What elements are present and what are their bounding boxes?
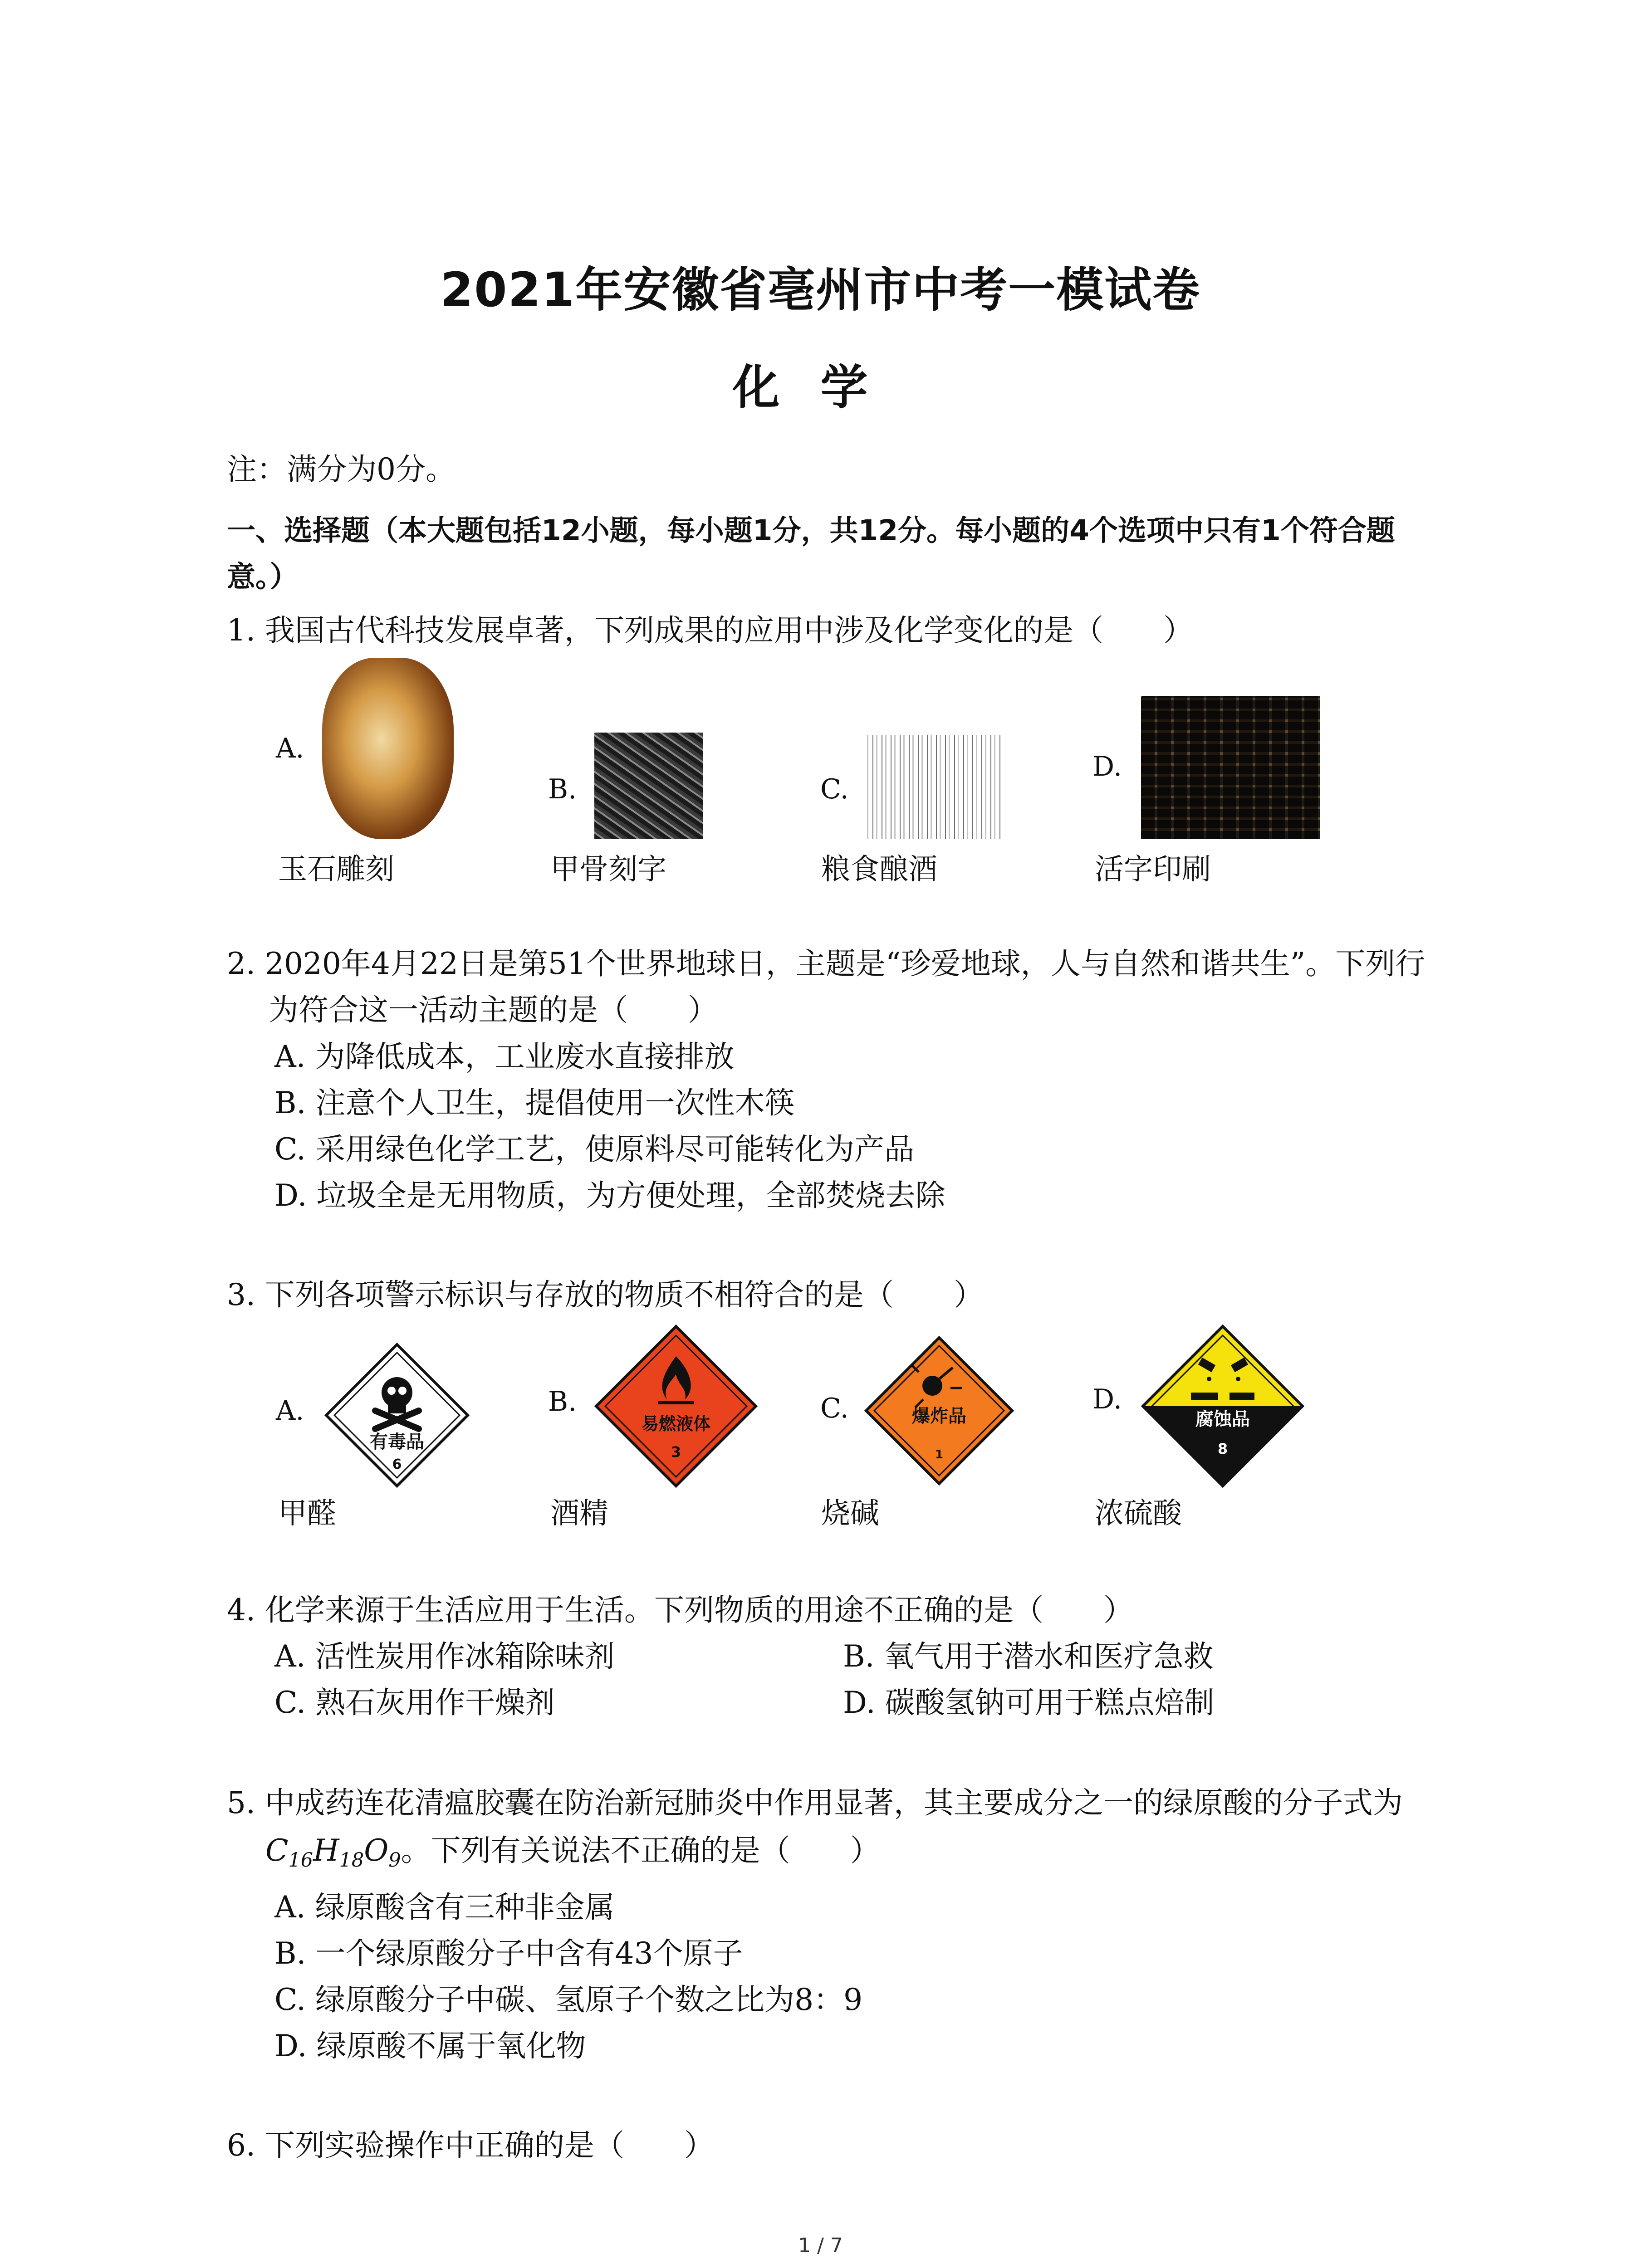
- q5-stem-line1: 5. 中成药连花清瘟胶囊在防治新冠肺炎中作用显著，其主要成分之一的绿原酸的分子式为: [227, 1785, 1403, 1820]
- q1-option-b-oracle-bone-image: [594, 733, 703, 839]
- q3-option-b-sign-number: 3: [671, 1443, 681, 1461]
- q2-stem-line2: 为符合这一活动主题的是（ ）: [269, 992, 718, 1027]
- q3-option-a-sign-text: 有毒品: [370, 1432, 424, 1452]
- q1-stem: 1. 我国古代科技发展卓著，下列成果的应用中涉及化学变化的是（ ）: [227, 613, 1193, 648]
- q3-option-a-caption: 甲醛: [278, 1497, 336, 1530]
- q3-option-c-sign-number: 1: [935, 1448, 944, 1461]
- q5-option-b: B. 一个绿原酸分子中含有43个原子: [274, 1936, 743, 1971]
- q2-option-b: B. 注意个人卫生，提倡使用一次性木筷: [274, 1085, 795, 1120]
- q5-molecular-formula: $C_{16}H_{18}O_9$: [265, 1833, 401, 1872]
- q4-stem: 4. 化学来源于生活应用于生活。下列物质的用途不正确的是（ ）: [227, 1593, 1133, 1628]
- q3-option-c-explosive-sign-icon: [864, 1336, 1014, 1486]
- q1-option-c-letter: C.: [820, 773, 849, 805]
- q1-option-a-jade-carving-image: [322, 658, 454, 839]
- q1-option-d-letter: D.: [1092, 751, 1122, 782]
- exam-title: 2021年安徽省亳州市中考一模试卷: [440, 262, 1201, 318]
- q4-option-c: C. 熟石灰用作干燥剂: [274, 1685, 555, 1720]
- q3-option-d-corrosive-sign-icon: [1141, 1325, 1304, 1488]
- q1-option-d-caption: 活字印刷: [1095, 853, 1211, 886]
- q3-stem: 3. 下列各项警示标识与存放的物质不相符合的是（ ）: [227, 1277, 984, 1312]
- q1-option-c-caption: 粮食酿酒: [821, 853, 937, 886]
- q2-option-d: D. 垃圾全是无用物质，为方便处理，全部焚烧去除: [274, 1178, 945, 1213]
- score-note: 注：满分为0分。: [227, 452, 456, 487]
- q5-option-d: D. 绿原酸不属于氧化物: [274, 2028, 586, 2063]
- q3-option-b-caption: 酒精: [550, 1497, 608, 1530]
- subject-title: 化学: [732, 360, 909, 415]
- q1-option-b-caption: 甲骨刻字: [550, 853, 666, 886]
- q3-option-b-flammable-sign-icon: [594, 1325, 758, 1488]
- section-heading-line2: 意。）: [227, 560, 299, 593]
- q4-option-d: D. 碳酸氢钠可用于糕点焙制: [843, 1685, 1215, 1720]
- q3-option-d-caption: 浓硫酸: [1095, 1497, 1182, 1530]
- q3-option-d-sign-text: 腐蚀品: [1195, 1409, 1250, 1430]
- q3-option-c-letter: C.: [820, 1393, 849, 1424]
- q2-stem-line1: 2. 2020年4月22日是第51个世界地球日，主题是“珍爱地球，人与自然和谐共生”。下列行: [227, 946, 1425, 981]
- section-heading-line1: 一、选择题（本大题包括12小题，每小题1分，共12分。每小题的4个选项中只有1个符合题: [227, 514, 1395, 547]
- q1-option-c-brewing-image: [864, 735, 1000, 839]
- q3-option-b-letter: B.: [548, 1386, 577, 1418]
- q1-option-b-letter: B.: [548, 773, 577, 805]
- q3-option-a-letter: A.: [276, 1395, 304, 1427]
- q4-option-b: B. 氧气用于潜水和医疗急救: [843, 1639, 1214, 1674]
- q4-option-a: A. 活性炭用作冰箱除味剂: [274, 1639, 615, 1674]
- q3-option-a-sign-number: 6: [392, 1457, 402, 1472]
- q3-option-d-sign-number: 8: [1217, 1440, 1228, 1457]
- q2-option-c: C. 采用绿色化学工艺，使原料尽可能转化为产品: [274, 1132, 915, 1167]
- q3-option-c-caption: 烧碱: [821, 1497, 879, 1530]
- q3-option-a-toxic-sign-icon: [324, 1343, 470, 1488]
- q1-option-a-letter: A.: [276, 733, 304, 764]
- q1-option-d-movable-type-image: [1141, 696, 1320, 839]
- page-number: 1 / 7: [798, 2234, 843, 2257]
- q5-option-c: C. 绿原酸分子中碳、氢原子个数之比为8：9: [274, 1982, 863, 2017]
- q6-stem: 6. 下列实验操作中正确的是（ ）: [227, 2128, 714, 2163]
- q3-option-c-sign-text: 爆炸品: [912, 1406, 966, 1427]
- q5-stem-line2: $C_{16}H_{18}O_9$。下列有关说法不正确的是（ ）: [265, 1833, 880, 1872]
- q1-option-a-caption: 玉石雕刻: [278, 853, 394, 886]
- q2-option-a: A. 为降低成本，工业废水直接排放: [274, 1039, 735, 1074]
- q3-option-d-letter: D.: [1092, 1383, 1122, 1415]
- q3-option-b-sign-text: 易燃液体: [641, 1414, 711, 1434]
- q5-option-a: A. 绿原酸含有三种非金属: [274, 1890, 615, 1925]
